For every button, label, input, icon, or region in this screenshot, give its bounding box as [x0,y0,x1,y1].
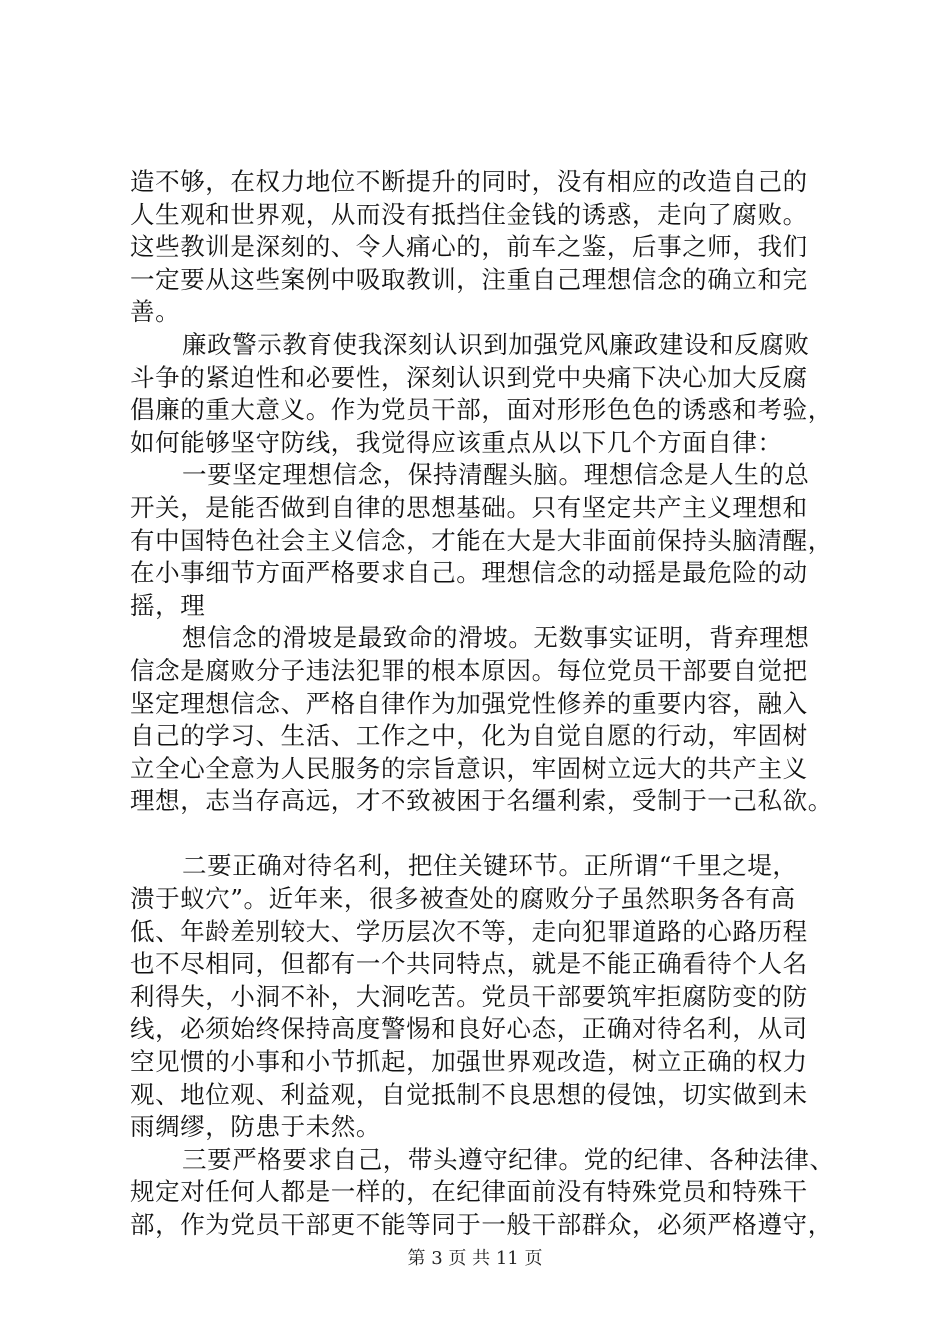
text-line: 立全心全意为人民服务的宗旨意识，牢固树立远大的共产主义 [130,753,808,783]
text-line: 低、年龄差别较大、学历层次不等，走向犯罪道路的心路历程 [130,916,808,946]
text-line: 倡廉的重大意义。作为党员干部，面对形形色色的诱惑和考验， [130,395,833,425]
paragraph-gap [130,818,840,851]
text-line: 部，作为党员干部更不能等同于一般干部群众，必须严格遵守， [130,1210,833,1239]
text-line: 在小事细节方面严格要求自己。理想信念的动摇是最危险的动 [130,558,808,588]
paragraph-start-line: 廉政警示教育使我深刻认识到加强党风廉政建设和反腐败 [182,329,810,359]
text-line: 利得失，小洞不补，大洞吃苦。党员干部要筑牢拒腐防变的防 [130,981,808,1011]
text-line: 开关，是能否做到自律的思想基础。只有坚定共产主义理想和 [130,492,808,522]
text-line: 这些教训是深刻的、令人痛心的，前车之鉴，后事之师，我们 [130,232,808,262]
page-number-label: 第 3 页 共 11 页 [407,1248,543,1269]
text-line: 如何能够坚守防线，我觉得应该重点从以下几个方面自律： [130,427,783,457]
body-text [130,166,840,1242]
text-line: 一定要从这些案例中吸取教训，注重自己理想信念的确立和完 [130,264,808,294]
text-line: 善。 [130,297,181,327]
page-footer [0,1244,950,1270]
text-line: 溃于蚁穴”。近年来，很多被查处的腐败分子虽然职务各有高 [130,884,796,914]
text-line: 理想，志当存高远，才不致被困于名缰利索，受制于一己私欲。 [130,786,833,816]
text-line: 信念是腐败分子违法犯罪的根本原因。每位党员干部要自觉把 [130,655,808,685]
text-line: 观、地位观、利益观，自觉抵制不良思想的侵蚀，切实做到未 [130,1079,808,1109]
text-line: 斗争的紧迫性和必要性，深刻认识到党中央痛下决心加大反腐 [130,362,808,392]
text-line: 自己的学习、生活、工作之中，化为自觉自愿的行动，牢固树 [130,721,808,751]
text-line: 有中国特色社会主义信念，才能在大是大非面前保持头脑清醒， [130,525,833,555]
text-line: 摇，理 [130,590,206,620]
text-line: 雨绸缪，防患于未然。 [130,1112,381,1142]
text-line: 坚定理想信念、严格自律作为加强党性修养的重要内容，融入 [130,688,808,718]
text-line: 线，必须始终保持高度警惕和良好心态，正确对待名利，从司 [130,1014,808,1044]
text-line: 规定对任何人都是一样的，在纪律面前没有特殊党员和特殊干 [130,1177,808,1207]
text-line: 空见惯的小事和小节抓起，加强世界观改造，树立正确的权力 [130,1047,808,1077]
paragraph-start-line: 三要严格要求自己，带头遵守纪律。党的纪律、各种法律、 [182,1144,835,1174]
text-line: 造不够，在权力地位不断提升的同时，没有相应的改造自己的 [130,167,808,196]
text-line: 也不尽相同，但都有一个共同特点，就是不能正确看待个人名 [130,949,808,979]
text-line: 人生观和世界观，从而没有抵挡住金钱的诱惑，走向了腐败。 [130,199,808,229]
paragraph-start-line: 二要正确对待名利，把住关键环节。正所谓“千里之堤， [182,851,798,881]
paragraph-start-line: 想信念的滑坡是最致命的滑坡。无数事实证明，背弃理想 [182,623,810,653]
paragraph-start-line: 一要坚定理想信念，保持清醒头脑。理想信念是人生的总 [182,460,810,490]
